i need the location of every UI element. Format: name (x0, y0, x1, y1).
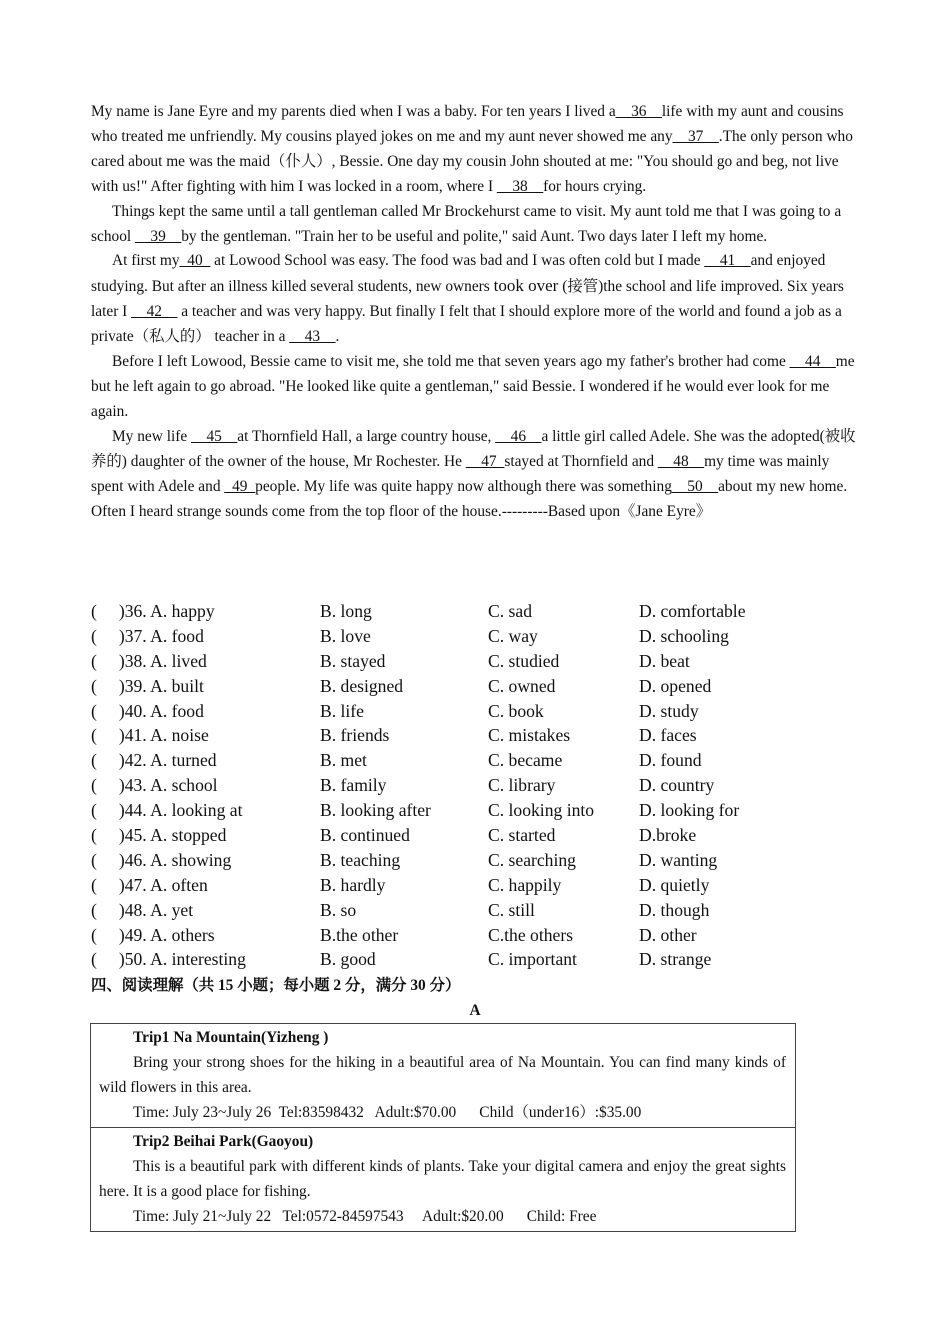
option-c: C. happily (488, 874, 562, 895)
option-row-42 (91, 748, 871, 773)
blank-45: __45__ (191, 427, 238, 445)
option-d: D. study (639, 700, 699, 721)
text: my time was mainly spent with Adele and (91, 452, 830, 495)
text: At first my (112, 252, 180, 270)
answer-options (91, 599, 871, 972)
blank-40: _40_ (179, 252, 211, 270)
option-d: D. strange (639, 949, 712, 970)
blank-50: __50__ (671, 477, 719, 495)
section-heading: 四、阅读理解（共 15 小题；每小题 2 分，满分 30 分） (91, 977, 461, 994)
option-a: ( )36. A. happy (91, 601, 215, 621)
option-d: D. opened (639, 675, 712, 696)
text: at Thornfield Hall, a large country house, (237, 427, 496, 445)
text: a little girl called Adele. She was the adopted(被收养的) daughter of the owner of the house, Mr Rochester. He (91, 427, 856, 470)
option-d: D. looking for (639, 800, 740, 821)
trip-title: Trip1 Na Mountain(Yizheng ) (133, 1029, 329, 1046)
option-c: C. looking into (488, 800, 595, 821)
option-a: ( )41. A. noise (91, 725, 209, 746)
text: a teacher and was very happy. But finally I felt that I should explore more of the world and found a job as a private（私人的） teacher in a (91, 303, 842, 346)
option-b: B. continued (320, 825, 410, 846)
option-b: B. long (320, 601, 372, 621)
trip-info: Time: July 23~July 26 Tel:83598432 Adult:$70.00 Child（under16）:$35.00 (133, 1104, 642, 1121)
blank-37: __37__ (672, 127, 719, 145)
option-c: C. important (488, 949, 577, 970)
blank-41: __41__ (704, 252, 751, 270)
option-b: B. so (320, 899, 357, 920)
text: .The only person who cared about me was the maid（仆人）, Bessie. One day my cousin John shouted at me: "You should go and beg, not live with us!" After fighting with him I was locked in a room, where I (91, 127, 853, 195)
option-row-44 (91, 798, 871, 823)
option-row-49 (91, 923, 871, 948)
option-a: ( )44. A. looking at (91, 800, 243, 821)
paragraph-3 (91, 249, 861, 350)
option-row-38 (91, 649, 871, 674)
option-a: ( )43. A. school (91, 775, 218, 796)
blank-44: __44__ (789, 353, 836, 371)
cloze-passage (91, 100, 861, 524)
option-b: B. met (320, 750, 367, 771)
option-b: B. family (320, 775, 387, 796)
option-row-39 (91, 674, 871, 699)
option-d: D. though (639, 899, 710, 920)
option-row-47 (91, 873, 871, 898)
option-d: D. faces (639, 725, 697, 746)
option-c: C.the others (488, 924, 574, 945)
text: at Lowood School was easy. The food was bad and I was often cold but I made (210, 252, 705, 270)
option-a: ( )38. A. lived (91, 650, 207, 671)
blank-43: __43__ (289, 328, 336, 346)
text: Things kept the same until a tall gentleman called Mr Brockehurst came to visit. My aunt told me that I was going to a school (91, 202, 842, 245)
option-d: D. country (639, 775, 715, 796)
blank-46: __46__ (495, 427, 542, 445)
option-a: ( )40. A. food (91, 700, 204, 721)
option-c: C. started (488, 825, 556, 846)
option-d: D. schooling (639, 625, 729, 646)
option-c: C. still (488, 899, 535, 920)
option-a: ( )42. A. turned (91, 750, 217, 771)
text: My new life (112, 427, 192, 445)
trip-table (90, 1023, 796, 1232)
option-row-45 (91, 823, 871, 848)
text: about my new home. Often I heard strange sounds come from the top floor of the house.---------Based upon《Jane Eyre》 (91, 477, 848, 520)
option-row-46 (91, 848, 871, 873)
blank-42: __42__ (131, 303, 178, 321)
blank-49: _49_ (224, 477, 256, 495)
paragraph-4 (91, 350, 861, 425)
option-c: C. owned (488, 675, 556, 696)
trip-description: Bring your strong shoes for the hiking in a beautiful area of Na Mountain. You can find many kinds of wild flowers in this area. (99, 1054, 786, 1096)
option-a: ( )37. A. food (91, 625, 204, 646)
paragraph-5 (91, 425, 861, 525)
option-b: B. looking after (320, 800, 431, 821)
option-d: D. quietly (639, 874, 710, 895)
option-row-41 (91, 723, 871, 748)
option-c: C. sad (488, 601, 532, 621)
option-c: C. book (488, 700, 544, 721)
option-row-48 (91, 898, 871, 923)
blank-38: __38__ (496, 177, 544, 195)
option-b: B. good (320, 949, 376, 970)
text: me but he left again to go abroad. "He looked like quite a gentleman," said Bessie. I wondered if he would ever look for me again. (91, 353, 855, 420)
option-c: C. searching (488, 849, 576, 870)
option-row-40 (91, 699, 871, 724)
option-c: C. became (488, 750, 563, 771)
option-b: B. hardly (320, 874, 386, 895)
option-a: ( )49. A. others (91, 924, 215, 945)
trip-title: Trip2 Beihai Park(Gaoyou) (133, 1133, 314, 1150)
option-b: B. stayed (320, 650, 386, 671)
option-c: C. library (488, 775, 556, 796)
option-row-50 (91, 947, 871, 972)
text: stayed at Thornfield and (504, 452, 658, 470)
option-row-36 (91, 599, 871, 624)
text: Before I left Lowood, Bessie came to visit me, she told me that seven years ago my father's brother had come (112, 353, 790, 371)
passage-label: A (469, 1002, 481, 1019)
blank-39: __39__ (135, 227, 182, 245)
option-d: D. other (639, 924, 697, 945)
option-c: C. way (488, 625, 538, 646)
text: for hours crying. (543, 177, 647, 195)
option-b: B.the other (320, 924, 399, 945)
option-d: D. beat (639, 650, 690, 671)
text: and enjoyed studying. But after an illness killed several students, new owners (91, 252, 826, 296)
option-a: ( )45. A. stopped (91, 825, 227, 846)
text: My name is Jane Eyre and my parents died when I was a baby. For ten years I lived a (91, 103, 616, 120)
trip-info: Time: July 21~July 22 Tel:0572-84597543 Adult:$20.00 Child: Free (133, 1208, 597, 1225)
option-b: B. designed (320, 675, 404, 696)
option-a: ( )47. A. often (91, 874, 208, 895)
blank-48: __48__ (657, 452, 705, 470)
option-d: D. found (639, 750, 702, 771)
option-d: D.broke (639, 825, 697, 846)
took-over-phrase: took over (493, 276, 559, 296)
text: . (335, 328, 340, 346)
trip-1 (91, 1024, 795, 1127)
trip-2 (91, 1127, 795, 1231)
option-a: ( )48. A. yet (91, 899, 194, 920)
text: life with my aunt and cousins who treated me unfriendly. My cousins played jokes on me and my aunt never showed me any (91, 103, 844, 145)
option-row-43 (91, 773, 871, 798)
option-c: C. mistakes (488, 725, 571, 746)
paragraph-2 (91, 200, 861, 250)
blank-36: __36__ (615, 103, 662, 120)
option-b: B. life (320, 700, 364, 721)
trip-description: This is a beautiful park with different kinds of plants. Take your digital camera and enjoy the great sights here. It is a good place for fishing. (99, 1158, 786, 1200)
option-b: B. teaching (320, 849, 401, 870)
text: by the gentleman. "Train her to be useful and polite," said Aunt. Two days later I left my home. (181, 227, 768, 245)
paragraph-1 (91, 100, 861, 200)
blank-47: __47_ (465, 452, 505, 470)
option-d: D. comfortable (639, 601, 746, 621)
option-d: D. wanting (639, 849, 718, 870)
option-c: C. studied (488, 650, 560, 671)
option-a: ( )39. A. built (91, 675, 204, 696)
option-b: B. friends (320, 725, 390, 746)
option-a: ( )50. A. interesting (91, 949, 246, 970)
text: people. My life was quite happy now although there was something (255, 477, 672, 495)
text: (接管)the school and life improved. Six years later I (91, 278, 844, 321)
option-b: B. love (320, 625, 371, 646)
option-row-37 (91, 624, 871, 649)
option-a: ( )46. A. showing (91, 849, 232, 870)
